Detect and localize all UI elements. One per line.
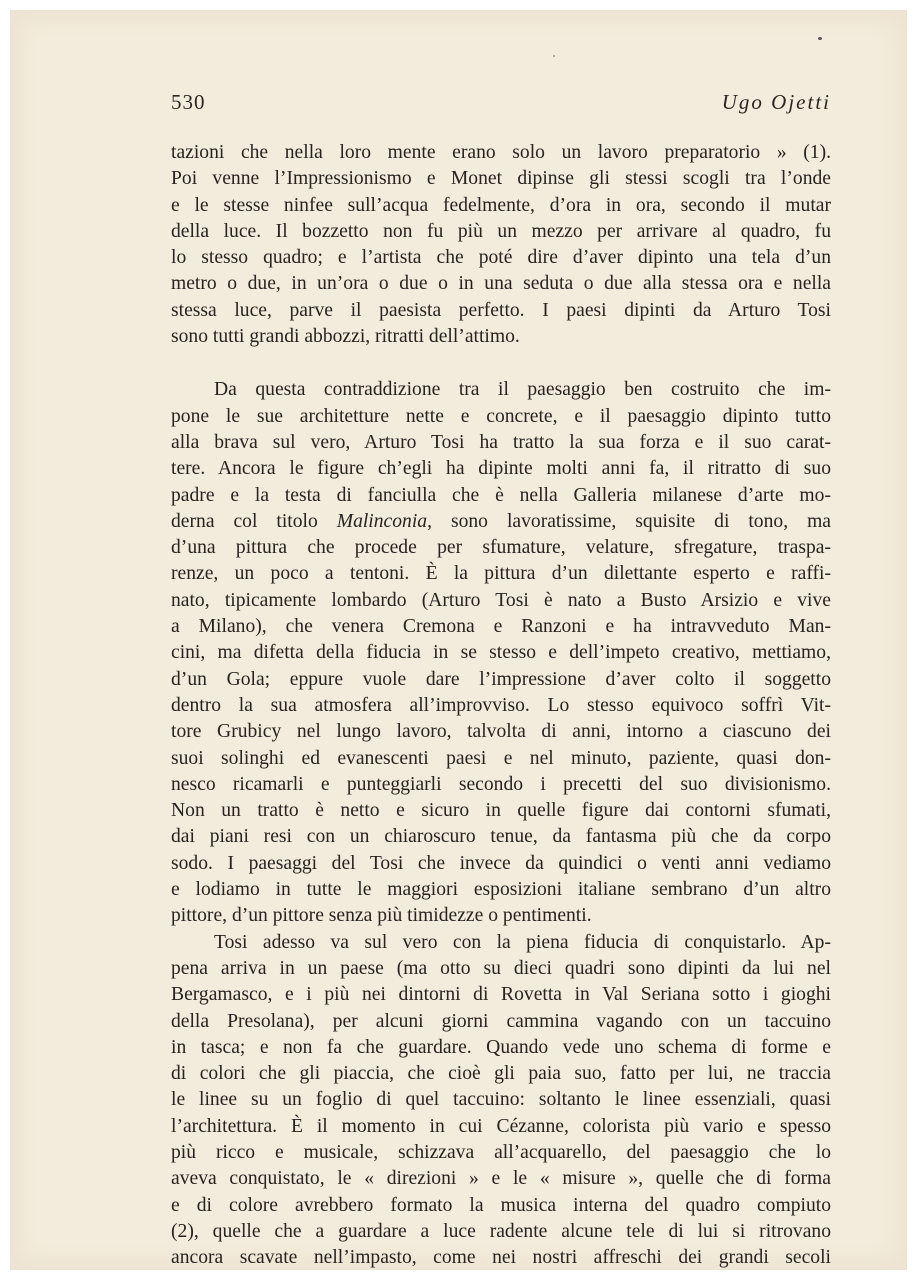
text-line: dentro la sua atmosfera all’improvviso. Lo stesso equivoco soffrì Vit-	[171, 694, 831, 716]
text-line: tere. Ancora le figure ch’egli ha dipinte molti anni fa, il ritratto di suo	[171, 458, 831, 480]
text-line: dai piani resi con un chiaroscuro tenue, da fantasma più che da corpo	[171, 826, 831, 848]
body-text	[171, 140, 831, 1271]
text-line: della luce. Il bozzetto non fu più un mezzo per arrivare al quadro, fu	[171, 220, 831, 242]
text-line: alla brava sul vero, Arturo Tosi ha tratto la sua forza e il suo carat-	[171, 431, 831, 453]
text-line: tazioni che nella loro mente erano solo un lavoro preparatorio » (1).	[171, 142, 831, 163]
text-line: renze, un poco a tentoni. È la pittura d’un dilettante esperto e raffi-	[171, 563, 831, 585]
text-line: suoi solinghi ed evanescenti paesi e nel minuto, paziente, quasi don-	[171, 747, 831, 769]
text-line: pone le sue architetture nette e concrete, e il paesaggio dipinto tutto	[171, 405, 831, 427]
text-line: derna col titolo Malinconia, sono lavoratissime, squisite di tono, ma	[171, 510, 832, 532]
text-line: l’architettura. È il momento in cui Cézanne, colorista più vario e spesso	[171, 1115, 831, 1137]
text-line: e di colore avrebbero formato la musica interna del quadro compiuto	[171, 1194, 831, 1216]
text-line: ancora scavate nell’impasto, come nei nostri affreschi dei grandi secoli	[171, 1247, 831, 1269]
paragraph	[171, 930, 831, 1272]
paragraph	[171, 377, 831, 929]
paragraph	[171, 140, 831, 350]
text-line: sodo. I paesaggi del Tosi che invece da quindici o venti anni vediamo	[171, 852, 831, 874]
text-line: Poi venne l’Impressionismo e Monet dipinse gli stessi scogli tra l’onde	[171, 168, 831, 190]
text-line: (2), quelle che a guardare a luce radente alcune tele di lui si ritrovano	[171, 1220, 831, 1242]
text-line: più ricco e musicale, schizzava all’acquarello, del paesaggio che lo	[171, 1141, 831, 1163]
text-line: e le stesse ninfee sull’acqua fedelmente, d’ora in ora, secondo il mutar	[171, 194, 831, 216]
text-line: d’una pittura che procede per sfumature, velature, sfregature, traspa-	[171, 537, 831, 559]
text-line: padre e la testa di fanciulla che è nella Galleria milanese d’arte mo-	[171, 484, 831, 506]
text-line: Tosi adesso va sul vero con la piena fiducia di conquistarlo. Ap-	[214, 931, 831, 953]
text-line: Bergamasco, e i più nei dintorni di Rovetta in Val Seriana sotto i gioghi	[171, 984, 831, 1006]
speck-mark	[553, 55, 555, 57]
page-header	[0, 90, 917, 120]
text-line: nesco ricamarli e punteggiarli secondo i precetti del suo divisionismo.	[171, 773, 831, 795]
text-line: lo stesso quadro; e l’artista che poté dire d’aver dipinto una tela d’un	[171, 247, 831, 269]
text-line: pittore, d’un pittore senza più timidezze o pentimenti.	[171, 905, 592, 927]
text-line: tore Grubicy nel lungo lavoro, talvolta di anni, intorno a ciascuno dei	[171, 721, 831, 743]
text-line: cini, ma difetta della fiducia in se stesso e dell’impeto creativo, mettiamo,	[171, 642, 831, 664]
text-line: e lodiamo in tutte le maggiori esposizioni italiane sembrano d’un altro	[171, 879, 831, 901]
paragraph-gap	[171, 350, 831, 377]
text-line: nato, tipicamente lombardo (Arturo Tosi è nato a Busto Arsizio e vive	[171, 589, 831, 611]
text-line: stessa luce, parve il paesista perfetto. I paesi dipinti da Arturo Tosi	[171, 299, 831, 321]
text-line: aveva conquistato, le « direzioni » e le « misure », quelle che di forma	[171, 1168, 831, 1190]
text-line: Da questa contraddizione tra il paesaggio ben costruito che im-	[214, 379, 831, 401]
text-line: della Presolana), per alcuni giorni cammina vagando con un taccuino	[171, 1010, 831, 1032]
text-line: Non un tratto è netto e sicuro in quelle figure dai contorni sfumati,	[171, 800, 831, 822]
text-line: a Milano), che venera Cremona e Ranzoni e ha intravveduto Man-	[171, 616, 831, 638]
page-number: 530	[171, 90, 206, 114]
text-line: d’un Gola; eppure vuole dare l’impressione d’aver colto il soggetto	[171, 668, 831, 690]
text-line: metro o due, in un’ora o due o in una seduta o due alla stessa ora e nella	[171, 273, 831, 295]
text-line: pena arriva in un paese (ma otto su dieci quadri sono dipinti da lui nel	[171, 957, 831, 979]
text-line: in tasca; e non fa che guardare. Quando vede uno schema di forme e	[171, 1036, 831, 1058]
text-line: sono tutti grandi abbozzi, ritratti dell’attimo.	[171, 326, 520, 348]
text-line: di colori che gli piaccia, che cioè gli paia suo, fatto per lui, ne traccia	[171, 1063, 831, 1085]
speck-mark	[818, 37, 822, 40]
text-line: le linee su un foglio di quel taccuino: soltanto le linee essenziali, quasi	[171, 1089, 831, 1111]
running-head-author: Ugo Ojetti	[721, 90, 831, 114]
